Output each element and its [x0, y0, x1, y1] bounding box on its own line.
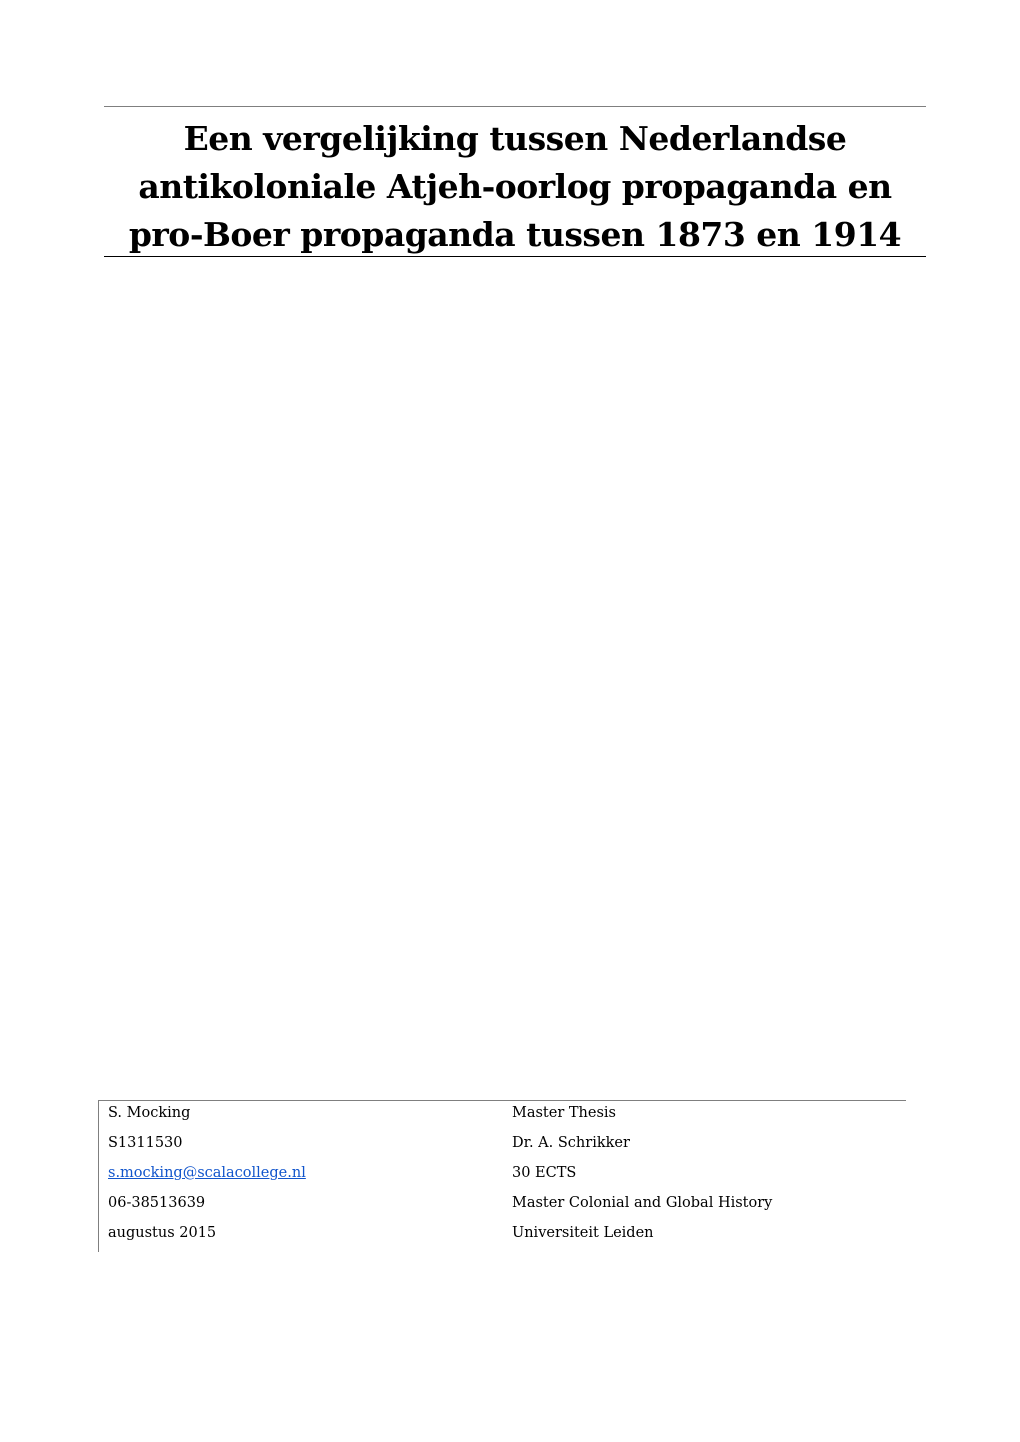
- info-block: [98, 1100, 906, 1252]
- phone-number: 06-38513639: [108, 1195, 206, 1211]
- author-name: S. Mocking: [108, 1105, 191, 1121]
- university: Universiteit Leiden: [512, 1225, 654, 1241]
- author-info-column: [108, 1101, 306, 1251]
- submission-date: augustus 2015: [108, 1225, 217, 1241]
- programme: Master Colonial and Global History: [512, 1195, 773, 1211]
- title-line-2: antikoloniale Atjeh-oorlog propaganda en: [138, 167, 892, 206]
- supervisor: Dr. A. Schrikker: [512, 1135, 630, 1151]
- thesis-info-column: [512, 1101, 772, 1251]
- title-line-3: pro-Boer propaganda tussen 1873 en 1914: [128, 215, 902, 254]
- page-title: [104, 115, 926, 259]
- email-link[interactable]: s.mocking@scalacollege.nl: [108, 1165, 306, 1181]
- email-row: [108, 1161, 306, 1191]
- student-number: S1311530: [108, 1135, 183, 1151]
- thesis-type: Master Thesis: [512, 1105, 616, 1121]
- title-block: [104, 106, 926, 257]
- credits: 30 ECTS: [512, 1165, 577, 1181]
- title-line-1: Een vergelijking tussen Nederlandse: [183, 119, 847, 158]
